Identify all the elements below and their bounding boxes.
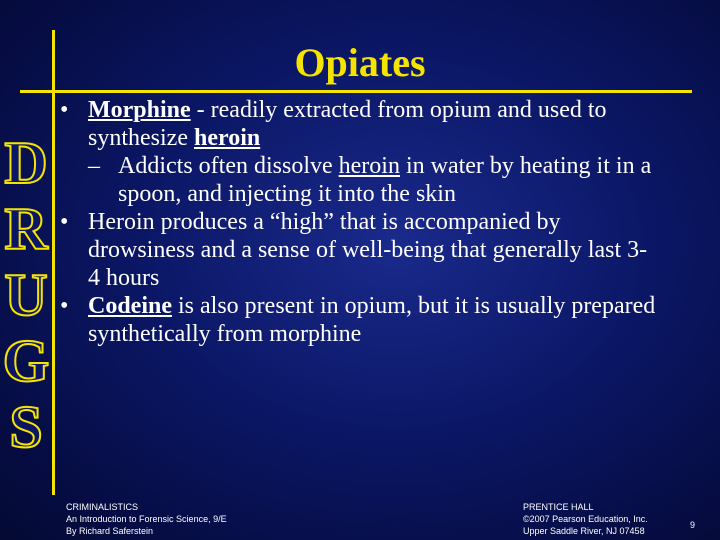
footer-line: ©2007 Pearson Education, Inc. (523, 514, 648, 524)
horizontal-rule (20, 90, 692, 93)
bullet-text: Addicts often dissolve (118, 153, 339, 179)
dash-marker: – (88, 153, 100, 179)
bullet-marker: • (60, 293, 69, 319)
page-number: 9 (690, 520, 696, 530)
slide-body (58, 96, 658, 348)
slide-title: Opiates (294, 40, 426, 85)
footer-line: By Richard Saferstein (66, 526, 154, 536)
bullet-text: Heroin produces a “high” that is accompanied by drowsiness and a sense of well-being that generally last 3-4 hours (88, 209, 648, 291)
bullet-codeine (58, 292, 658, 348)
footer-line: Upper Saddle River, NJ 07458 (523, 526, 645, 536)
term-heroin: heroin (338, 153, 400, 179)
bullet-marker: • (60, 97, 69, 123)
footer-publisher-info (523, 501, 648, 537)
term-heroin: heroin (193, 125, 261, 151)
bullet-morphine (58, 96, 658, 152)
vertical-rule (52, 30, 55, 495)
bullet-heroin-high (58, 208, 658, 292)
side-wordmark (0, 130, 52, 460)
term-morphine: Morphine (88, 97, 191, 123)
footer-line: An Introduction to Forensic Science, 9/E (66, 514, 227, 524)
side-letter: G (2, 328, 50, 394)
bullet-text: is also present in opium, but it is usually prepared synthetically from morphine (88, 293, 656, 347)
footer-book-info (66, 501, 227, 537)
footer-line: PRENTICE HALL (523, 502, 594, 512)
side-letter: R (4, 196, 48, 262)
bullet-text: - readily extracted from opium and used to synthesize (88, 97, 607, 151)
side-letter: D (4, 130, 48, 196)
bullet-marker: • (60, 209, 69, 235)
bullet-text: in water by heating it in a spoon, and injecting it into the skin (118, 153, 652, 207)
side-letter: U (4, 262, 48, 328)
sub-bullet-addicts (58, 152, 658, 208)
footer-line: CRIMINALISTICS (66, 502, 139, 512)
term-codeine: Codeine (88, 293, 172, 319)
side-letter: S (9, 394, 43, 460)
